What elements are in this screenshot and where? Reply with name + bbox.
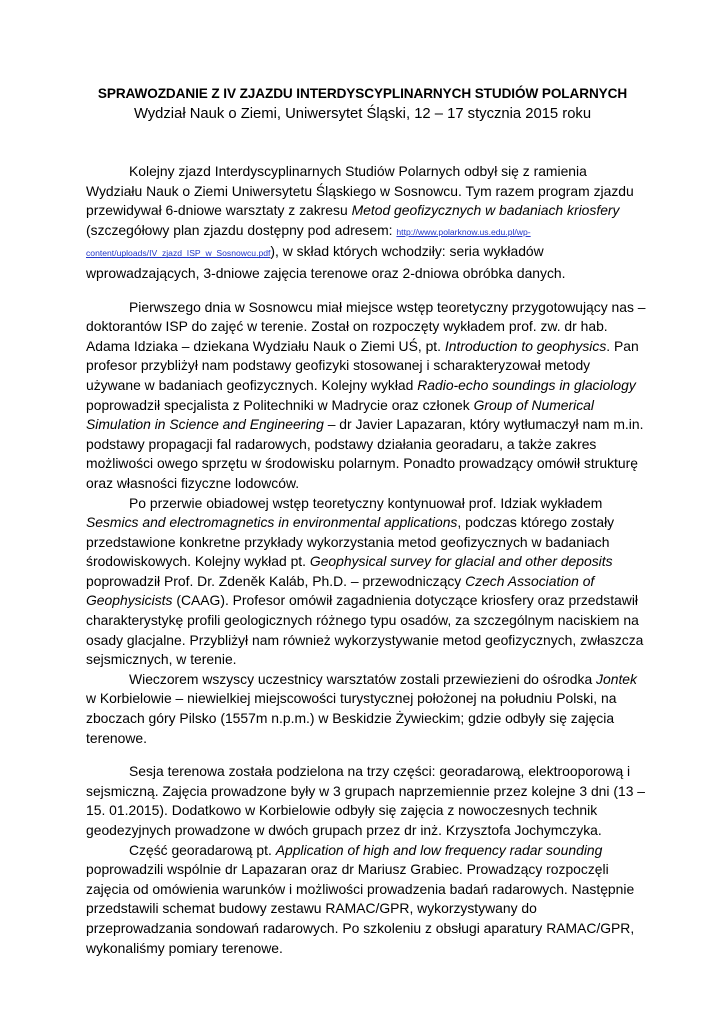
report-body — [86, 162, 646, 958]
report-subtitle: Wydział Nauk o Ziemi, Uniwersytet Śląski, 12 – 17 stycznia 2015 roku — [133, 106, 592, 122]
paragraph-intro: Kolejny zjazd Interdyscyplinarnych Studiów Polarnych odbył się z ramienia Wydziału Nauk o Ziemi Uniwersytetu Śląskiego w Sosnowcu. Tym razem program zjazdu przewidywał 6-dniowe warsztaty z zakresu Metod geofizycznych w badaniach kriosfery (szczegółowy plan zjazdu dostępny pod adresem: http://www.polarknow.us.edu.pl/wp-content/uploads/IV_zjazd_ISP_w_Sosnowcu.pdf), w skład których wchodziły: seria wykładów wprowadzających, 3-dniowe zajęcia terenowe oraz 2-dniowa obróbka danych. — [86, 163, 634, 281]
paragraph-day-one: Pierwszego dnia w Sosnowcu miał miejsce wstęp teoretyczny przygotowujący nas – doktorantów ISP do zajęć w terenie. Został on rozpoczęty wykładem prof. zw. dr hab. Adama Idziaka – dziekana Wydziału Nauk o Ziemi UŚ, pt. Introduction to geophysics. Pan profesor przybliżył nam podstawy geofizyki stosowanej i scharakteryzował metody używane w badaniach geofizycznych. Kolejny wykład Radio-echo soundings in glaciology poprowadził specjalista z Politechniki w Madrycie oraz członek Group of Numerical Simulation in Science and Engineering – dr Javier Lapazaran, który wytłumaczył nam m.in. podstawy propagacji fal radarowych, podstawy działania georadaru, a także zakres możliwości owego sprzętu w środowisku polarnym. Ponadto prowadzący omówił strukturę oraz własności fizyczne lodowców. — [86, 298, 646, 491]
paragraph-field-session: Sesja terenowa została podzielona na trzy części: georadarową, elektrooporową i sejsmiczną. Zajęcia prowadzone były w 3 grupach naprzemiennie przez kolejne 3 dni (13 – 15. 01.2015). Dodatkowo w Korbielowie odbyły się zajęcia z nowoczesnych technik geodezyjnych prowadzone w dwóch grupach przez dr inż. Krzysztofa Jochymczyka. — [86, 763, 646, 838]
report-title: SPRAWOZDANIE Z IV ZJAZDU INTERDYSCYPLINARNYCH STUDIÓW POLARNYCH — [97, 86, 628, 101]
paragraph-afternoon: Po przerwie obiadowej wstęp teoretyczny kontynuował prof. Idziak wykładem Sesmics and electromagnetics in environmental applications, podczas którego zostały przedstawione konkretne przykłady wykorzystania metod geofizycznych w badaniach środowiskowych. Kolejny wykład pt. Geophysical survey for glacial and other deposits poprowadził Prof. Dr. Zdeněk Kaláb, Ph.D. – przewodniczący Czech Association of Geophysicists (CAAG). Profesor omówił zagadnienia dotyczące kriosfery oraz przedstawił charakterystykę profili geologicznych różnego typu osadów, za szczególnym naciskiem na osady glacjalne. Przybliżył nam również wykorzystywanie metod geofizycznych, zwłaszcza sejsmicznych, w terenie. — [86, 494, 644, 668]
paragraph-radar: Część georadarową pt. Application of high and low frequency radar sounding poprowadzili wspólnie dr Lapazaran oraz dr Mariusz Grabiec. Prowadzący rozpoczęli zajęcia od omówienia warunków i możliwości prowadzenia badań radarowych. Następnie przedstawili schemat budowy zestawu RAMAC/GPR, wykorzystywany do przeprowadzania sondowań radarowych. Po szkoleniu z obsługi aparatury RAMAC/GPR, wykonaliśmy pomiary terenowe. — [86, 841, 635, 956]
program-pdf-link[interactable]: http://www.polarknow.us.edu.pl/wp-content/uploads/IV_zjazd_ISP_w_Sosnowcu.pdf — [86, 226, 531, 259]
paragraph-evening: Wieczorem wszyscy uczestnicy warsztatów zostali przewiezieni do ośrodka Jontek w Korbielowie – niewielkiej miejscowości turystycznej położonej na południu Polski, na zboczach góry Pilsko (1557m n.p.m.) w Beskidzie Żywieckim; gdzie odbyły się zajęcia terenowe. — [86, 670, 637, 746]
